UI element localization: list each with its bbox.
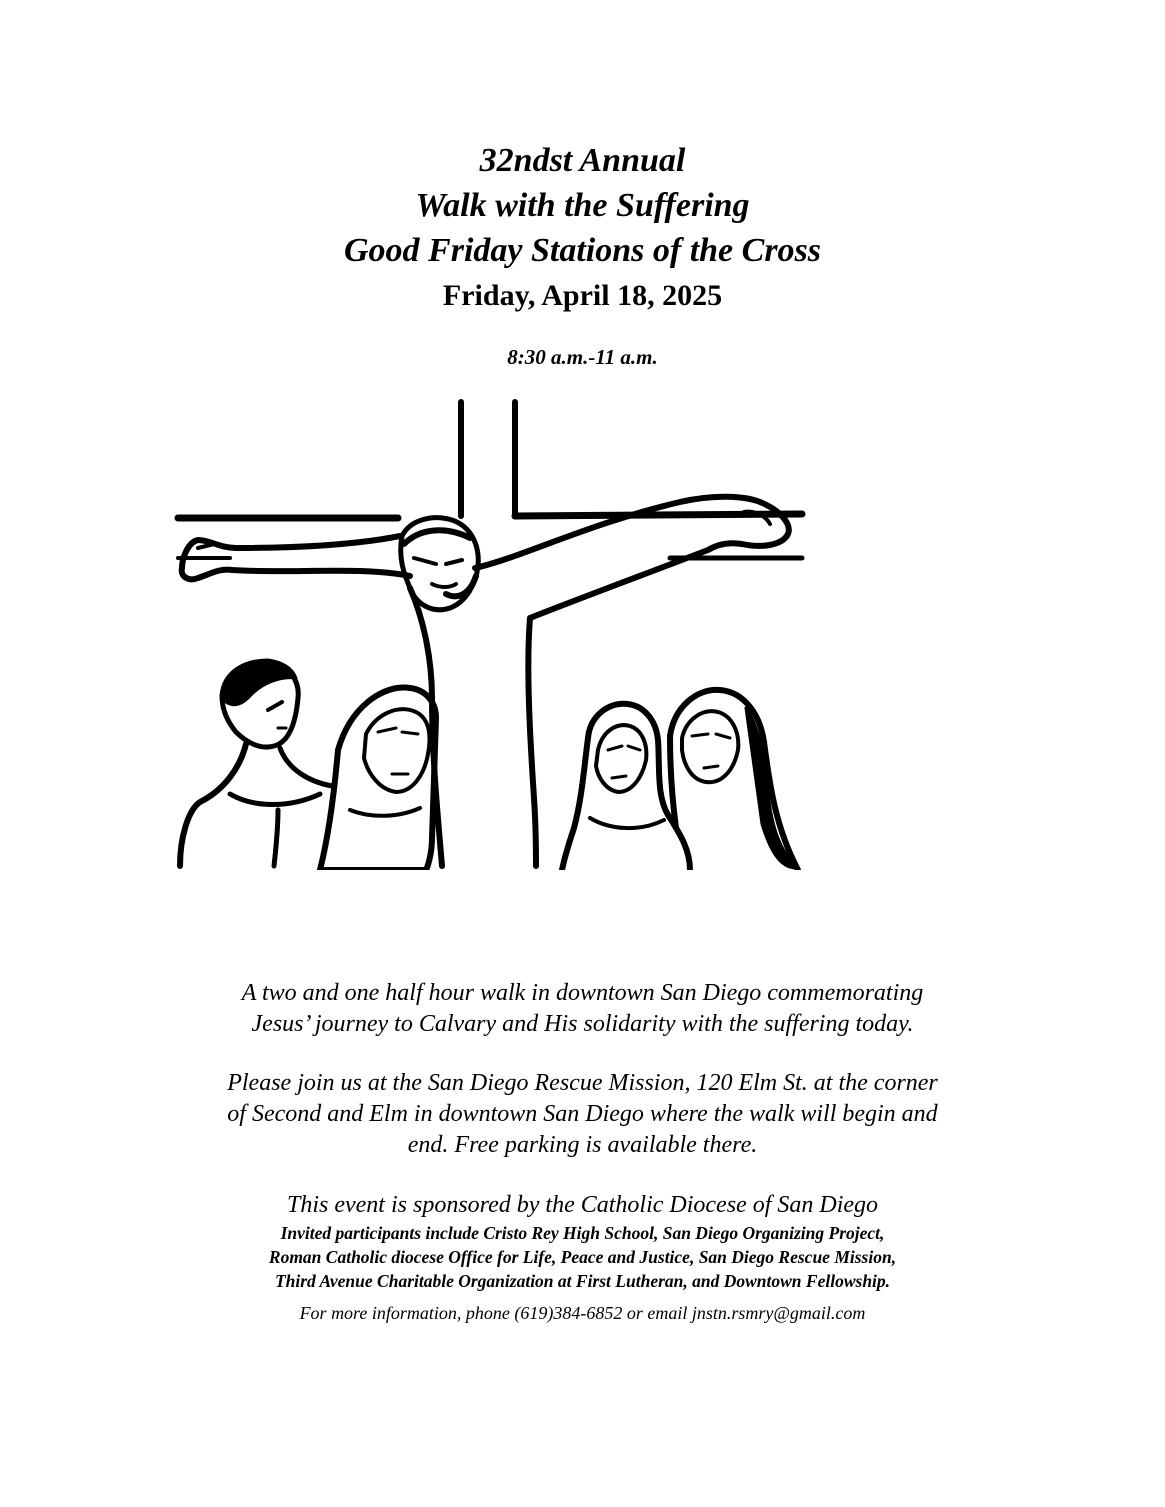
flyer-header <box>0 138 1165 318</box>
participants-list <box>150 1221 1015 1293</box>
event-date: Friday, April 18, 2025 <box>442 279 723 312</box>
location-line: of Second and Elm in downtown San Diego where the walk will begin and <box>227 1101 938 1127</box>
event-location <box>150 1068 1015 1161</box>
location-line: Please join us at the San Diego Rescue Mission, 120 Elm St. at the corner <box>227 1070 938 1096</box>
event-time: 8:30 a.m.-11 a.m. <box>507 345 658 369</box>
description-line: Jesus’ journey to Calvary and His solidarity with the suffering today. <box>251 1011 914 1037</box>
participants-line: Roman Catholic diocese Office for Life, Peace and Justice, San Diego Rescue Mission, <box>268 1247 897 1267</box>
event-subtitle: Good Friday Stations of the Cross <box>343 232 822 269</box>
participants-line: Invited participants include Cristo Rey High School, San Diego Organizing Project, <box>280 1223 885 1243</box>
event-edition: 32ndst Annual <box>479 142 686 179</box>
participants-line: Third Avenue Charitable Organization at First Lutheran, and Downtown Fellowship. <box>274 1271 891 1291</box>
crucifixion-scene-icon <box>170 398 810 870</box>
description-line: A two and one half hour walk in downtown San Diego commemorating <box>241 980 924 1006</box>
location-line: end. Free parking is available there. <box>407 1132 758 1158</box>
contact-info: For more information, phone (619)384-6852 or email jnstn.rsmry@gmail.com <box>299 1303 866 1323</box>
sponsor-statement: This event is sponsored by the Catholic Diocese of San Diego <box>286 1192 879 1218</box>
event-title: Walk with the Suffering <box>415 187 750 224</box>
event-description <box>150 978 1015 1040</box>
